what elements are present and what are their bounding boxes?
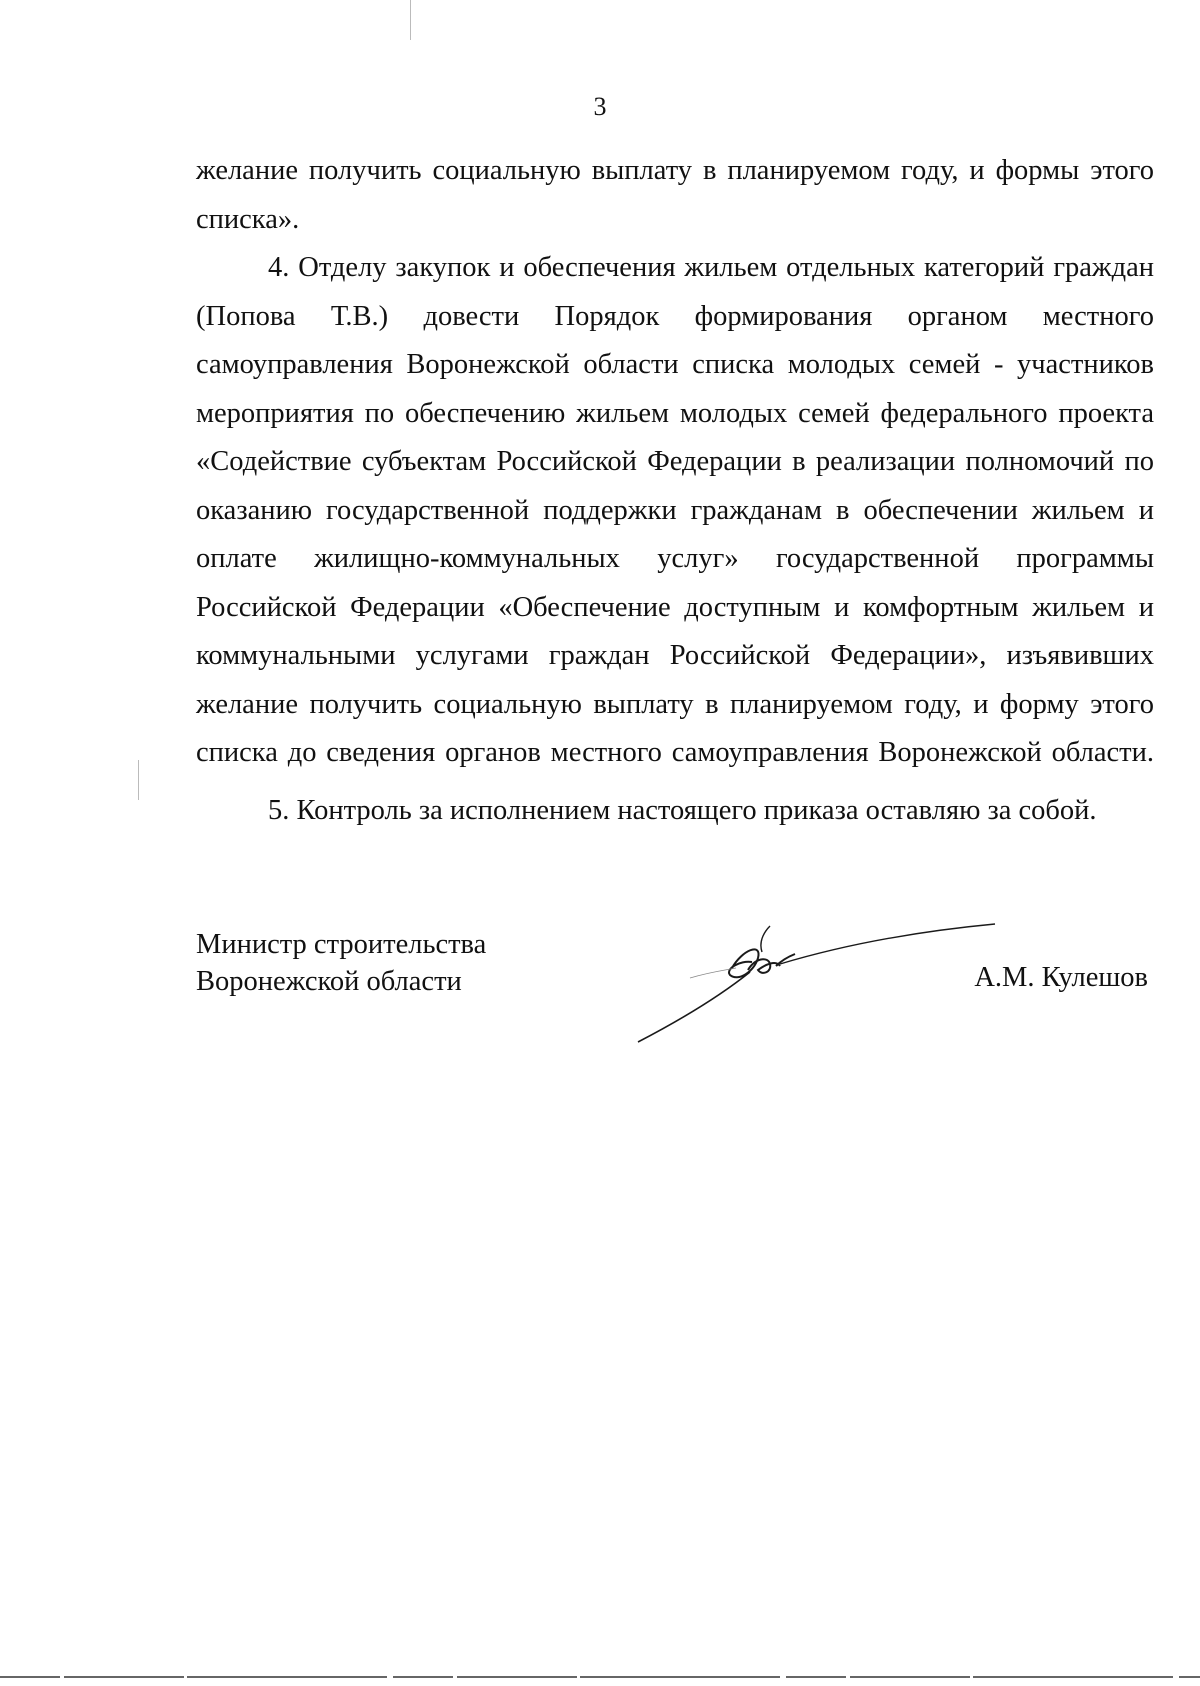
text-line: 4. Отделу закупок и обеспечения жильем отдельных категорий граждан	[268, 252, 1154, 283]
position-line: Министр строительства	[196, 929, 487, 960]
text-line: «Содействие субъектам Российской Федерации в реализации полномочий по	[196, 446, 1154, 477]
paragraph-item-5	[196, 787, 1154, 836]
signatory-position	[196, 926, 486, 1000]
text-line: коммунальными услугами граждан Российской Федерации», изъявивших	[196, 640, 1154, 671]
scan-artifact	[410, 0, 411, 40]
text-line: самоуправления Воронежской области списка молодых семей - участников	[196, 349, 1154, 380]
text-line: списка».	[196, 203, 300, 235]
text-line: (Попова Т.В.) довести Порядок формирования органом местного	[196, 300, 1154, 332]
text-line: оплате жилищно-коммунальных услуг» государственной программы	[196, 543, 1154, 574]
signatory-name: А.М. Кулешов	[974, 962, 1148, 993]
position-line: Воронежской области	[196, 966, 462, 997]
scan-edge-line	[0, 1676, 1200, 1678]
text-line: оказанию государственной поддержки гражданам в обеспечении жильем и	[196, 494, 1154, 526]
text-line: Российской Федерации «Обеспечение доступным и комфортным жильем и	[196, 591, 1154, 623]
handwritten-signature	[630, 920, 1010, 1050]
text-line: мероприятия по обеспечению жильем молодых семей федерального проекта	[196, 397, 1154, 429]
text-line: списка до сведения органов местного самоуправления Воронежской области.	[196, 737, 1154, 768]
text-line: желание получить социальную выплату в планируемом году, и формы этого	[196, 155, 1154, 186]
paragraph-continuation	[196, 147, 1154, 244]
text-line: 5. Контроль за исполнением настоящего приказа оставляю за собой.	[268, 795, 1097, 826]
scan-artifact	[138, 760, 139, 800]
text-line: желание получить социальную выплату в планируемом году, и форму этого	[196, 688, 1154, 720]
paragraph-item-4	[196, 244, 1154, 778]
page-number: 3	[593, 92, 607, 121]
